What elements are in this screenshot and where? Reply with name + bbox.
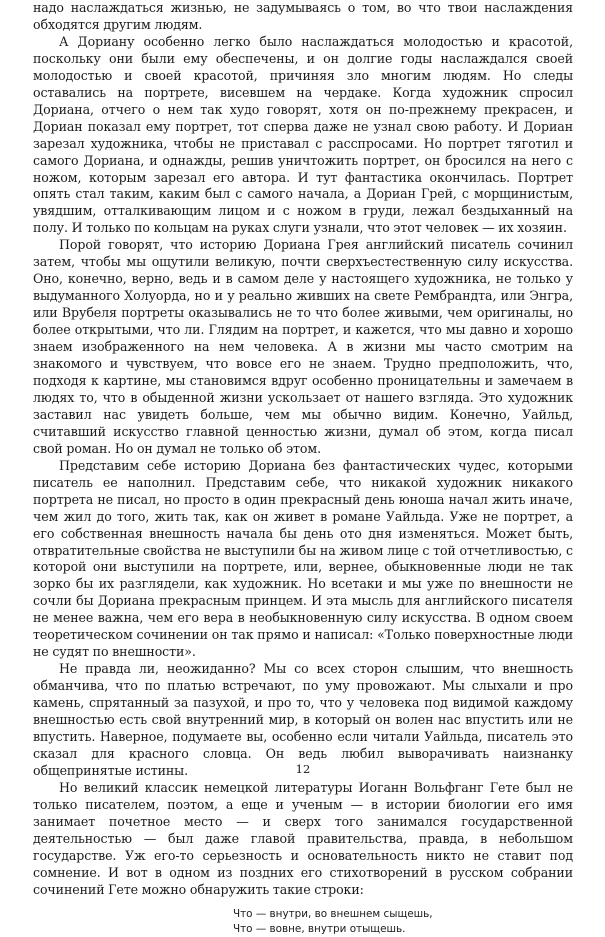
paragraph: Порой говорят, что историю Дориана Грея английский писатель сочинил затем, чтобы мы ощутили великую, почти сверхъестественную силу искусства. Оно, конечно, верно, ведь и в самом деле у настоящего художника, не только у выдуманного Холуорда, но и у реально живших на свете Рембрандта, или Энгра, или Врубеля портреты оказывались не то что более живыми, чем оригиналы, но более открытыми, что ли. Глядим на портрет, и кажется, что мы давно и хорошо знаем изображенного на нем человека. А в жизни мы часто смотрим на знакомого и чувствуем, что вовсе его не знаем. Трудно предположить, что, подходя к картине, мы становимся вдруг особенно проницательны и замечаем в людях то, что в обыденной жизни ускользает от нашего взгляда. Это художник заставил нас увидеть больше, чем мы обычно видим. Конечно, Уайльд, считавший искусство главной ценностью жизни, думал об этом, когда писал свой роман. Но он думал не только об этом. [33,237,573,456]
book-page [33,0,573,935]
paragraph: Представим себе историю Дориана без фантастических чудес, которыми писатель ее наполнил. Представим себе, что никакой художник никакого портрета не писал, но просто в один прекрасный день юноша начал жить иначе, чем жил до того, жить так, как он живет в романе Уайльда. Уже не портрет, а его собственная внешность начала бы день ото дня изменяться. Может быть, отвратительные свойства не выступили бы на живом лице с той отчетливостью, с которой они выступили на портрете, или, вернее, обыкновенные люди не так зорко бы их разглядели, как художник. Но всетаки и мы уже по внешности не сочли бы Дориана прекрасным принцем. И эта мысль для английского писателя не менее важна, чем его вера в необыкновенную силу искусства. В одном своем теоретическом сочинении он так прямо и написал: «Только поверхностные люди не судят по внешности». [33,457,573,660]
paragraph: Но великий классик немецкой литературы Иоганн Вольфганг Гете был не только писателем, поэтом, а еще и ученым — в истории биологии его имя занимает почетное место — и сверх того занимался государственной деятельностью — был даже главой правительства, правда, в небольшом государстве. Уж его-то серьезность и основательность никто не ставит под сомнение. И вот в одном из поздних его стихотворений в русском собрании сочинений Гете можно обнаружить такие строки: [33,779,573,897]
page-number: 12 [295,762,311,776]
paragraph: Не правда ли, неожиданно? Мы со всех сторон слышим, что внешность обманчива, что по платью встречают, по уму провожают. Мы слыхали и про камень, спрятанный за пазухой, и про то, что у человека под видимой каждому внешностью есть свой внутренний мир, в который он волен нас впустить или не впустить. Наверное, подумаете вы, особенно если читали Уайльда, писатель это сказал для красного словца. Он ведь любил выворачивать наизнанку общепринятые истины. [33,661,573,778]
paragraph: А Дориану особенно легко было наслаждаться молодостью и красотой, поскольку они были ему обеспечены, и он долгие годы наслаждался своей молодостью и своей красотой, причиняя зло многим людям. Но следы оставались на портрете, висевшем на чердаке. Когда художник спросил Дориана, отчего о нем так худо говорят, хотя он по-прежнему прекрасен, и Дориан показал ему портрет, тот сперва даже не узнал свою работу. И Дориан зарезал художника, чтобы не приставал с расспросами. Но портрет тяготил и самого Дориана, и однажды, решив уничтожить портрет, он бросился на него с ножом, которым зарезал его автора. И тут фантастика окончилась. Портрет опять стал таким, каким был с самого начала, а Дориан Грей, с морщинистым, увядшим, отталкивающим лицом и с ножом в груди, лежал бездыханный на полу. И только по кольцам на руках слуги узнали, что этот человек — их хозяин. [33,33,573,236]
paragraph: надо наслаждаться жизнью, не задумываясь о том, во что твои наслаждения обходятся другим людям. [33,0,573,32]
verse-line: Что — вовне, внутри отыщешь. [233,922,406,935]
verse-line: Что — внутри, во внешнем сыщешь, [233,907,433,920]
verse-quote [233,907,573,937]
